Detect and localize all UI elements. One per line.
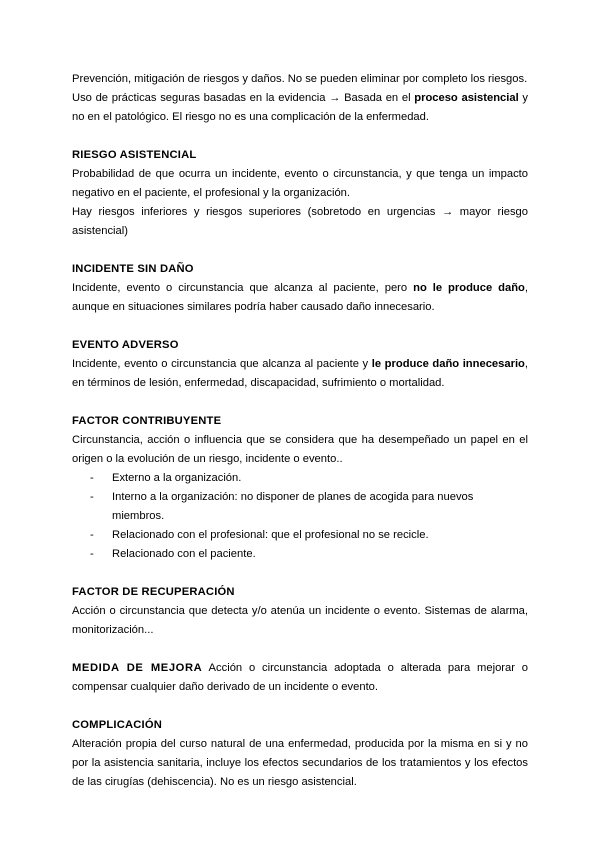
section-paragraph	[72, 355, 528, 393]
section-evento-adverso	[72, 336, 528, 393]
intro-line-2-tail: y no en el patológico. El riesgo no es una complicación de la enfermedad.	[72, 92, 528, 123]
list-item-text: Relacionado con el profesional: que el profesional no se recicle.	[112, 529, 429, 541]
dash-bullet: -	[90, 472, 94, 484]
paragraph-tail: , en términos de lesión, enfermedad, discapacidad, sufrimiento o mortalidad.	[72, 358, 528, 389]
section-heading: COMPLICACIÓN	[72, 719, 163, 731]
section-heading: EVENTO ADVERSO	[72, 339, 179, 351]
dash-list	[72, 469, 528, 564]
intro-line-1: Prevención, mitigación de riesgos y daños. No se pueden eliminar por completo los riesgos.	[72, 73, 528, 85]
paragraph-bold: le produce daño innecesario	[371, 358, 525, 370]
dash-bullet: -	[90, 491, 94, 503]
dash-bullet: -	[90, 529, 94, 541]
intro-line-2	[72, 89, 528, 127]
section-heading: RIESGO ASISTENCIAL	[72, 149, 197, 161]
section-heading: FACTOR DE RECUPERACIÓN	[72, 586, 235, 598]
intro-section	[72, 70, 528, 127]
intro-line-2-text: Uso de prácticas seguras basadas en la evidencia → Basada en el	[72, 92, 415, 104]
section-riesgo-asistencial	[72, 146, 528, 241]
list-item-text: Relacionado con el paciente.	[112, 548, 256, 560]
section-medida-mejora	[72, 659, 528, 697]
paragraph-text: Incidente, evento o circunstancia que alcanza al paciente, pero	[72, 282, 414, 294]
list-item	[72, 469, 528, 488]
paragraph-bold: no le produce daño	[413, 282, 525, 294]
section-heading: INCIDENTE SIN DAÑO	[72, 263, 194, 275]
section-paragraph: Acción o circunstancia que detecta y/o atenúa un incidente o evento. Sistemas de alarma, monitorización...	[72, 605, 528, 636]
list-item-text: Externo a la organización.	[112, 472, 242, 484]
intro-line-2-bold: proceso asistencial	[414, 92, 519, 104]
list-item	[72, 545, 528, 564]
paragraph-tail: , aunque en situaciones similares podría haber causado daño innecesario.	[72, 282, 528, 313]
inline-heading: MEDIDA DE MEJORA	[72, 662, 203, 674]
list-item-text: Interno a la organización: no disponer de planes de acogida para nuevos miembros.	[112, 491, 474, 522]
paragraph-text: Incidente, evento o circunstancia que alcanza al paciente y	[72, 358, 372, 370]
section-paragraph: Alteración propia del curso natural de una enfermedad, producida por la misma en si y no por la asistencia sanitaria, incluye los efectos secundarios de los tratamientos y los efectos de las cirugías (dehiscencia). No es un riesgo asistencial.	[72, 738, 528, 788]
dash-bullet: -	[90, 548, 94, 560]
section-paragraph: Circunstancia, acción o influencia que se considera que ha desempeñado un papel en el origen o la evolución de un riesgo, incidente o evento..	[72, 434, 528, 465]
section-paragraph: Hay riesgos inferiores y riesgos superiores (sobretodo en urgencias → mayor riesgo asistencial)	[72, 206, 528, 237]
section-factor-contribuyente	[72, 412, 528, 564]
section-factor-recuperacion	[72, 583, 528, 640]
section-incidente-sin-dano	[72, 260, 528, 317]
paragraph-text: Acción o circunstancia adoptada o alterada para mejorar o compensar cualquier daño derivado de un incidente o evento.	[72, 662, 529, 693]
list-item	[72, 488, 528, 526]
section-paragraph	[72, 279, 528, 317]
list-item	[72, 526, 528, 545]
section-paragraph: Probabilidad de que ocurra un incidente, evento o circunstancia, y que tenga un impacto negativo en el paciente, el profesional y la organización.	[72, 168, 528, 199]
section-paragraph	[72, 659, 528, 697]
section-heading: FACTOR CONTRIBUYENTE	[72, 415, 222, 427]
section-complicacion	[72, 716, 528, 792]
